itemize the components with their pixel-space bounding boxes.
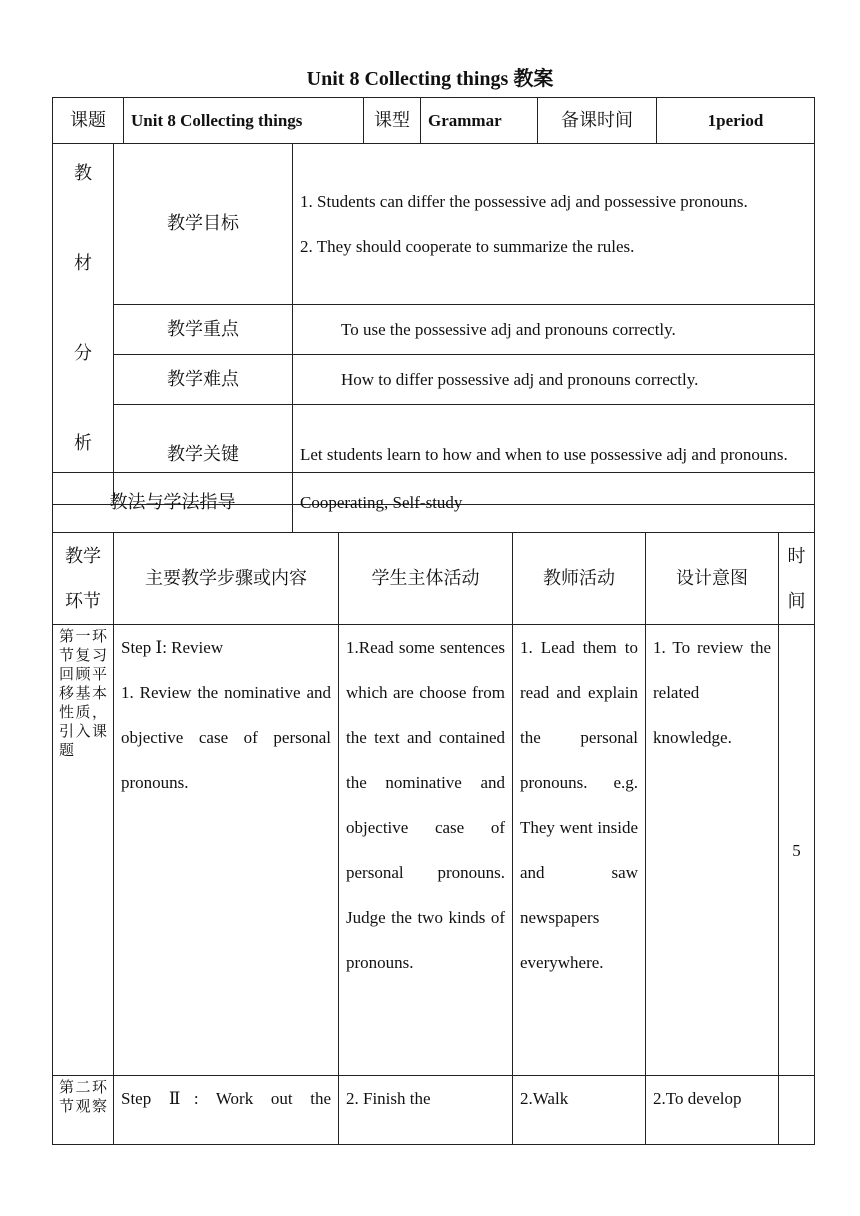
step-teacher: 2.Walk [513,1076,646,1145]
step-section: 第一环节复习回顾平移基本性质，引入课题 [53,625,114,1076]
analysis-table [52,143,815,505]
header-main: 主要教学步骤或内容 [114,533,339,625]
header-student: 学生主体活动 [339,533,513,625]
header-section-line: 教学 [65,545,101,567]
key-text: Let students learn to how and when to use possessive adj and pronouns. [293,405,815,505]
header-section-line: 环节 [65,590,101,612]
lesson-info-row [53,98,815,144]
step-teacher: 1. Lead them to read and explain the personal pronouns. e.g. They went inside and saw newspapers everywhere. [513,625,646,1076]
step-main [114,1076,339,1145]
step-section: 第二环节观察 [53,1076,114,1145]
difficulties-text: How to differ possessive adj and pronouns correctly. [293,355,815,405]
header-section [53,533,114,625]
side-char: 教 [74,163,92,184]
step-row [53,1076,815,1145]
type-value: Grammar [421,98,538,144]
type-label: 课型 [364,98,421,144]
method-value: Cooperating, Self-study [293,473,815,533]
lesson-info-table [52,97,815,144]
topic-value: Unit 8 Collecting things [124,98,364,144]
analysis-row-key-points [53,304,815,354]
step-main-heading: Step Ⅰ: Review [121,638,224,657]
analysis-side-label [53,144,114,505]
steps-header-row [53,533,815,625]
prep-time-label: 备课时间 [538,98,657,144]
steps-table [52,532,815,1145]
goal-line: 2. They should cooperate to summarize the rules. [300,236,635,256]
side-char: 析 [74,433,92,454]
step-design: 2.To develop [646,1076,779,1145]
goal-line: 1. Students can differ the possessive adj and possessive pronouns. [300,191,748,211]
method-label: 教法与学法指导 [53,473,293,533]
step-design: 1. To review the related knowledge. [646,625,779,1076]
header-time [779,533,815,625]
step-time: 5 [779,625,815,1076]
header-time-line: 时 [787,545,806,567]
key-label: 教学关键 [114,405,293,505]
step-main-text: 1. Review the nominative and objective case of personal pronouns. [121,683,331,792]
key-points-text: To use the possessive adj and pronouns correctly. [293,304,815,354]
step-row [53,625,815,1076]
header-design: 设计意图 [646,533,779,625]
key-points-label: 教学重点 [114,304,293,354]
header-teacher: 教师活动 [513,533,646,625]
analysis-row-difficulties [53,355,815,405]
step-student: 2. Finish the [339,1076,513,1145]
goals-label: 教学目标 [114,144,293,305]
topic-label: 课题 [53,98,124,144]
page-title: Unit 8 Collecting things 教案 [306,68,554,90]
prep-time-value: 1period [657,98,815,144]
goals-text [293,144,815,305]
difficulties-label: 教学难点 [114,355,293,405]
method-row [53,473,815,533]
side-char: 材 [74,253,92,274]
step-main-heading: Step Ⅱ: Work out the [121,1089,331,1108]
step-student: 1.Read some sentences which are choose from the text and contained the nominative and objective case of personal pronouns. Judge the two kinds of pronouns. [339,625,513,1076]
header-time-line: 间 [787,590,806,612]
step-main [114,625,339,1076]
side-char: 分 [74,343,92,364]
analysis-row-goals [53,144,815,305]
step-time [779,1076,815,1145]
method-table [52,472,815,533]
